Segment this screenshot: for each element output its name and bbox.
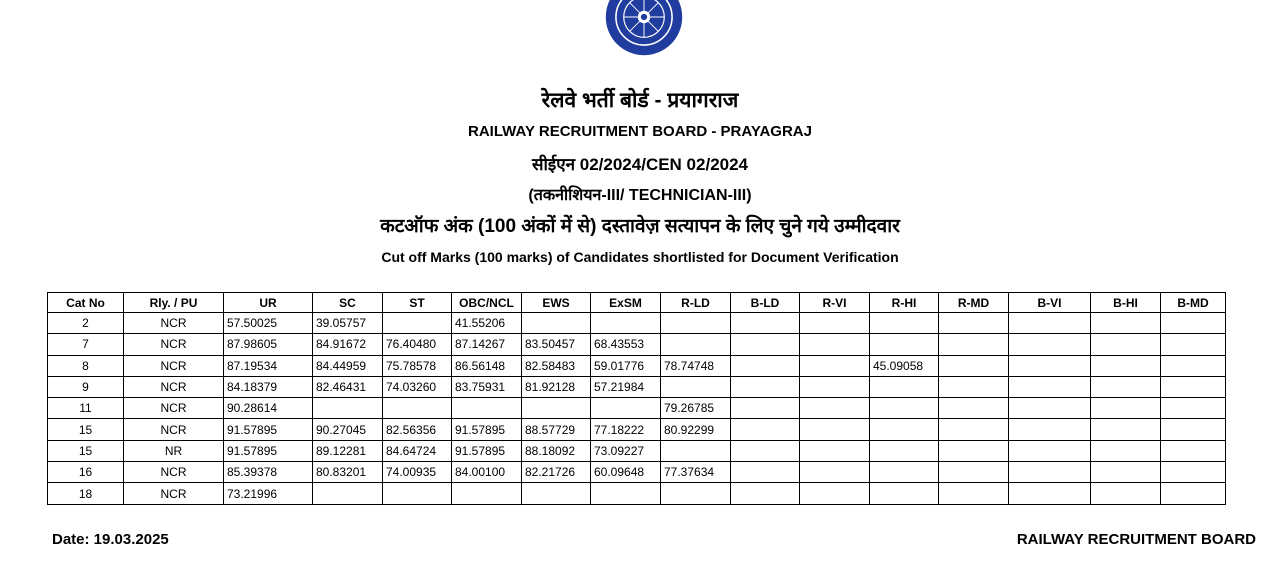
table-cell: 82.58483 — [522, 355, 591, 376]
table-cell — [731, 376, 800, 397]
table-cell — [1091, 462, 1161, 483]
table-cell: 85.39378 — [224, 462, 313, 483]
table-cell — [661, 313, 731, 334]
table-cell: 77.18222 — [591, 419, 661, 440]
table-cell: 57.21984 — [591, 376, 661, 397]
table-cell — [313, 398, 383, 419]
table-cell — [661, 483, 731, 504]
table-cell: 78.74748 — [661, 355, 731, 376]
table-cell — [661, 334, 731, 355]
table-cell — [939, 355, 1009, 376]
table-cell — [800, 355, 870, 376]
table-cell: NCR — [124, 419, 224, 440]
table-cell: 77.37634 — [661, 462, 731, 483]
table-row — [48, 483, 1226, 504]
column-header: SC — [313, 293, 383, 313]
table-cell — [383, 483, 452, 504]
table-row — [48, 355, 1226, 376]
table-cell — [939, 483, 1009, 504]
table-cell — [870, 483, 939, 504]
table-cell: 84.64724 — [383, 440, 452, 461]
column-header: ExSM — [591, 293, 661, 313]
column-header: UR — [224, 293, 313, 313]
table-cell — [1161, 462, 1226, 483]
table-cell — [1091, 398, 1161, 419]
table-cell — [731, 440, 800, 461]
table-cell — [800, 483, 870, 504]
table-cell: 87.98605 — [224, 334, 313, 355]
table-cell — [939, 440, 1009, 461]
table-cell: 41.55206 — [452, 313, 522, 334]
table-cell: 76.40480 — [383, 334, 452, 355]
table-cell: 73.21996 — [224, 483, 313, 504]
table-cell — [1161, 376, 1226, 397]
table-cell — [800, 376, 870, 397]
hindi-subtitle: कटऑफ अंक (100 अंकों में से) दस्तावेज़ सत्यापन के लिए चुने गये उम्मीदवार — [380, 216, 900, 237]
column-header: EWS — [522, 293, 591, 313]
table-cell — [1009, 355, 1091, 376]
table-cell: 74.03260 — [383, 376, 452, 397]
table-cell — [661, 440, 731, 461]
column-header: R-LD — [661, 293, 731, 313]
table-cell: 91.57895 — [224, 419, 313, 440]
table-row — [48, 398, 1226, 419]
table-cell — [452, 398, 522, 419]
table-cell — [1091, 376, 1161, 397]
table-cell — [800, 419, 870, 440]
table-cell — [939, 462, 1009, 483]
english-title: RAILWAY RECRUITMENT BOARD - PRAYAGRAJ — [468, 123, 812, 140]
table-cell — [1161, 483, 1226, 504]
table-cell: 83.50457 — [522, 334, 591, 355]
table-cell: 84.91672 — [313, 334, 383, 355]
table-cell: 87.19534 — [224, 355, 313, 376]
table-cell: 39.05757 — [313, 313, 383, 334]
table-cell: NCR — [124, 483, 224, 504]
table-cell — [870, 462, 939, 483]
table-cell: 91.57895 — [452, 419, 522, 440]
column-header: Rly. / PU — [124, 293, 224, 313]
table-cell: 15 — [48, 440, 124, 461]
table-cell — [939, 419, 1009, 440]
table-cell: 87.14267 — [452, 334, 522, 355]
table-cell: 82.46431 — [313, 376, 383, 397]
table-cell — [870, 440, 939, 461]
table-cell — [1091, 440, 1161, 461]
table-cell: 90.27045 — [313, 419, 383, 440]
table-cell — [1009, 376, 1091, 397]
table-cell — [731, 483, 800, 504]
table-cell — [939, 376, 1009, 397]
table-cell — [1009, 440, 1091, 461]
table-cell — [1009, 398, 1091, 419]
table-cell: NCR — [124, 313, 224, 334]
table-cell: NCR — [124, 376, 224, 397]
cutoff-marks-table — [47, 292, 1226, 505]
table-cell — [522, 398, 591, 419]
cen-number: सीईएन 02/2024/CEN 02/2024 — [531, 155, 749, 174]
table-cell: 88.57729 — [522, 419, 591, 440]
column-header: ST — [383, 293, 452, 313]
table-cell — [591, 398, 661, 419]
table-cell: 80.83201 — [313, 462, 383, 483]
table-cell — [1009, 313, 1091, 334]
table-cell — [939, 334, 1009, 355]
table-cell — [731, 398, 800, 419]
table-cell: 81.92128 — [522, 376, 591, 397]
table-cell — [383, 313, 452, 334]
table-cell — [870, 419, 939, 440]
table-cell: 18 — [48, 483, 124, 504]
table-cell — [939, 313, 1009, 334]
column-header: B-HI — [1091, 293, 1161, 313]
table-cell — [800, 462, 870, 483]
indian-railways-emblem — [605, 0, 683, 56]
table-cell: 84.00100 — [452, 462, 522, 483]
date-label: Date: 19.03.2025 — [52, 531, 169, 548]
table-cell: 90.28614 — [224, 398, 313, 419]
table-cell: 74.00935 — [383, 462, 452, 483]
table-cell: 11 — [48, 398, 124, 419]
table-cell — [731, 419, 800, 440]
table-cell — [870, 398, 939, 419]
table-cell: 84.18379 — [224, 376, 313, 397]
table-cell: 89.12281 — [313, 440, 383, 461]
table-cell: 68.43553 — [591, 334, 661, 355]
table-cell: 75.78578 — [383, 355, 452, 376]
table-cell — [731, 313, 800, 334]
table-cell — [1091, 355, 1161, 376]
table-cell — [313, 483, 383, 504]
table-cell: 16 — [48, 462, 124, 483]
table-cell — [383, 398, 452, 419]
table-cell — [1161, 313, 1226, 334]
table-cell: 82.56356 — [383, 419, 452, 440]
table-cell: 15 — [48, 419, 124, 440]
table-cell — [452, 483, 522, 504]
column-header: R-MD — [939, 293, 1009, 313]
table-header-row — [48, 293, 1226, 313]
table-cell — [522, 313, 591, 334]
hindi-title: रेलवे भर्ती बोर्ड - प्रयागराज — [541, 89, 739, 112]
table-cell — [591, 313, 661, 334]
post-name: (तकनीशियन-III/ TECHNICIAN-III) — [528, 187, 752, 204]
table-cell — [661, 376, 731, 397]
table-cell — [522, 483, 591, 504]
signatory-label: RAILWAY RECRUITMENT BOARD — [1016, 531, 1256, 548]
table-cell — [1161, 398, 1226, 419]
table-cell: 91.57895 — [224, 440, 313, 461]
table-cell — [1009, 419, 1091, 440]
column-header: B-VI — [1009, 293, 1091, 313]
table-cell: 88.18092 — [522, 440, 591, 461]
table-cell — [1009, 334, 1091, 355]
table-cell — [800, 398, 870, 419]
table-cell: NCR — [124, 355, 224, 376]
column-header: Cat No — [48, 293, 124, 313]
table-cell — [1091, 334, 1161, 355]
table-cell: 59.01776 — [591, 355, 661, 376]
table-cell: 86.56148 — [452, 355, 522, 376]
table-cell — [800, 313, 870, 334]
table-cell: 73.09227 — [591, 440, 661, 461]
table-cell — [870, 334, 939, 355]
table-cell — [870, 376, 939, 397]
table-cell — [731, 462, 800, 483]
table-cell: 7 — [48, 334, 124, 355]
table-cell — [1161, 419, 1226, 440]
table-cell: NCR — [124, 462, 224, 483]
table-row — [48, 376, 1226, 397]
table-row — [48, 440, 1226, 461]
column-header: R-HI — [870, 293, 939, 313]
table-cell — [1009, 462, 1091, 483]
table-cell: 79.26785 — [661, 398, 731, 419]
table-row — [48, 462, 1226, 483]
table-cell: 83.75931 — [452, 376, 522, 397]
table-row — [48, 313, 1226, 334]
table-cell — [731, 334, 800, 355]
table-cell — [870, 313, 939, 334]
column-header: B-MD — [1161, 293, 1226, 313]
column-header: OBC/NCL — [452, 293, 522, 313]
column-header: B-LD — [731, 293, 800, 313]
table-cell — [800, 440, 870, 461]
english-subtitle: Cut off Marks (100 marks) of Candidates shortlisted for Document Verification — [381, 249, 899, 265]
table-cell — [939, 398, 1009, 419]
table-cell — [591, 483, 661, 504]
table-cell — [1161, 355, 1226, 376]
table-cell: 57.50025 — [224, 313, 313, 334]
table-cell: NR — [124, 440, 224, 461]
table-cell: 60.09648 — [591, 462, 661, 483]
table-cell: 9 — [48, 376, 124, 397]
table-cell: 45.09058 — [870, 355, 939, 376]
table-cell — [1161, 334, 1226, 355]
table-cell — [800, 334, 870, 355]
table-cell — [731, 355, 800, 376]
table-cell: NCR — [124, 398, 224, 419]
table-cell — [1091, 483, 1161, 504]
table-cell: 8 — [48, 355, 124, 376]
table-cell — [1009, 483, 1091, 504]
column-header: R-VI — [800, 293, 870, 313]
table-cell: 80.92299 — [661, 419, 731, 440]
table-body — [48, 313, 1226, 505]
table-cell: 2 — [48, 313, 124, 334]
table-cell — [1091, 419, 1161, 440]
table-cell: 84.44959 — [313, 355, 383, 376]
table-cell: NCR — [124, 334, 224, 355]
table-cell: 82.21726 — [522, 462, 591, 483]
table-cell — [1091, 313, 1161, 334]
table-cell: 91.57895 — [452, 440, 522, 461]
table-row — [48, 419, 1226, 440]
table-row — [48, 334, 1226, 355]
table-cell — [1161, 440, 1226, 461]
